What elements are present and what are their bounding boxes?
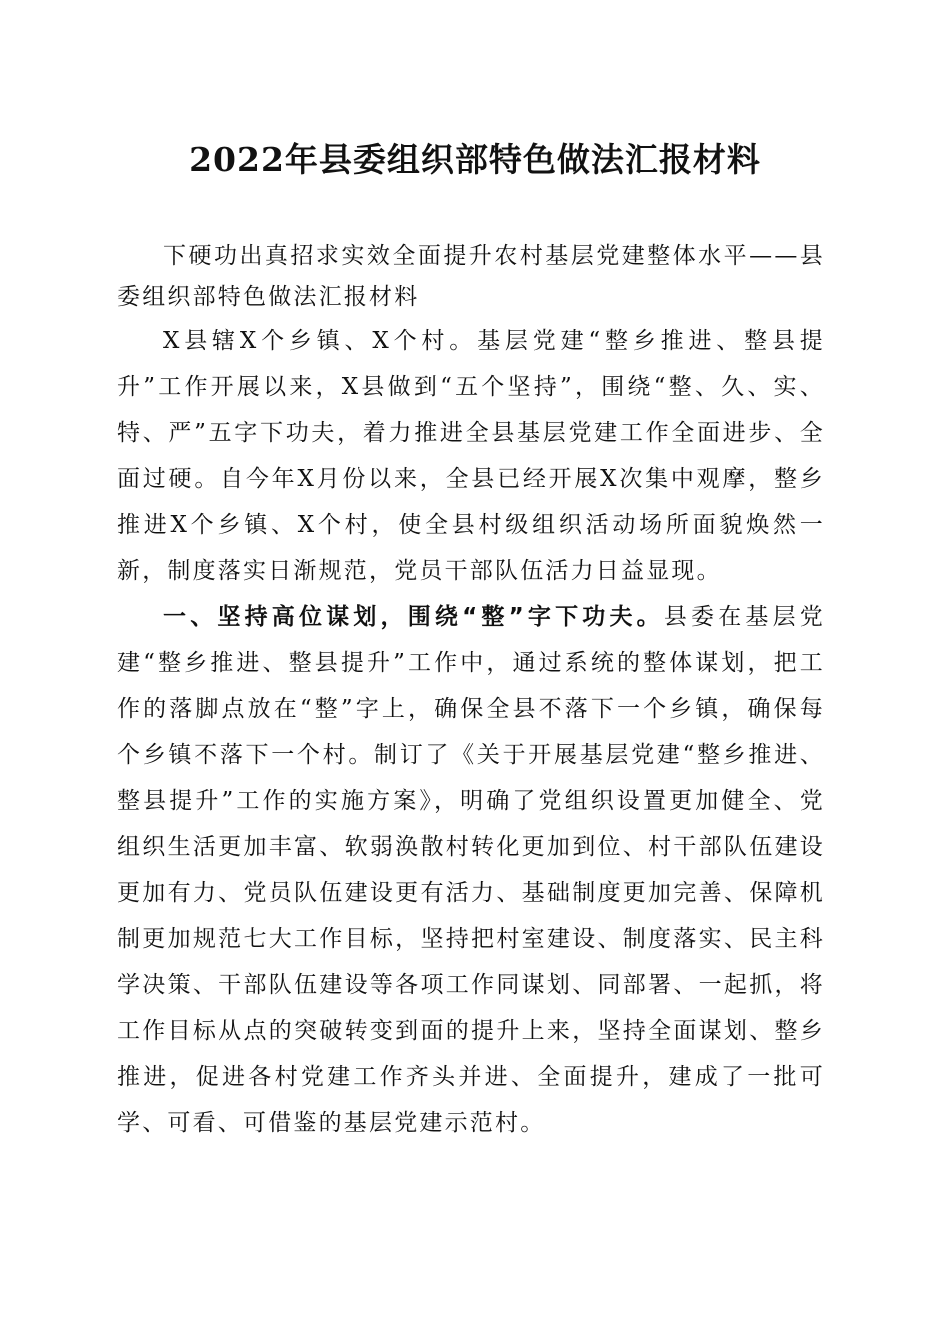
document-body bbox=[117, 236, 825, 1146]
subtitle-paragraph: 下硬功出真招求实效全面提升农村基层党建整体水平——县委组织部特色做法汇报材料 bbox=[117, 243, 825, 310]
section-1-heading: 一、坚持高位谋划，围绕“整”字下功夫。 bbox=[163, 604, 664, 630]
document-title: 2022年县委组织部特色做法汇报材料 bbox=[189, 140, 761, 179]
section-1-text: 县委在基层党建“整乡推进、整县提升”工作中，通过系统的整体谋划，把工作的落脚点放在“整”字上，确保全县不落下一个乡镇，确保每个乡镇不落下一个村。制订了《关于开展基层党建“整乡推进、整县提升”工作的实施方案》，明确了党组织设置更加健全、党组织生活更加丰富、软弱涣散村转化更加到位、村干部队伍建设更加有力、党员队伍建设更有活力、基础制度更加完善、保障机制更加规范七大工作目标，坚持把村室建设、制度落实、民主科学决策、干部队伍建设等各项工作同谋划、同部署、一起抓，将工作目标从点的突破转变到面的提升上来，坚持全面谋划、整乡推进，促进各村党建工作齐头并进、全面提升，建成了一批可学、可看、可借鉴的基层党建示范村。 bbox=[117, 604, 825, 1136]
intro-paragraph: X县辖X个乡镇、X个村。基层党建“整乡推进、整县提升”工作开展以来，X县做到“五个坚持”，围绕“整、久、实、特、严”五字下功夫，着力推进全县基层党建工作全面进步、全面过硬。自今年X月份以来，全县已经开展X次集中观摩，整乡推进X个乡镇、X个村，使全县村级组织活动场所面貌焕然一新，制度落实日渐规范，党员干部队伍活力日益显现。 bbox=[117, 328, 825, 584]
section-1-paragraph bbox=[117, 594, 825, 1146]
